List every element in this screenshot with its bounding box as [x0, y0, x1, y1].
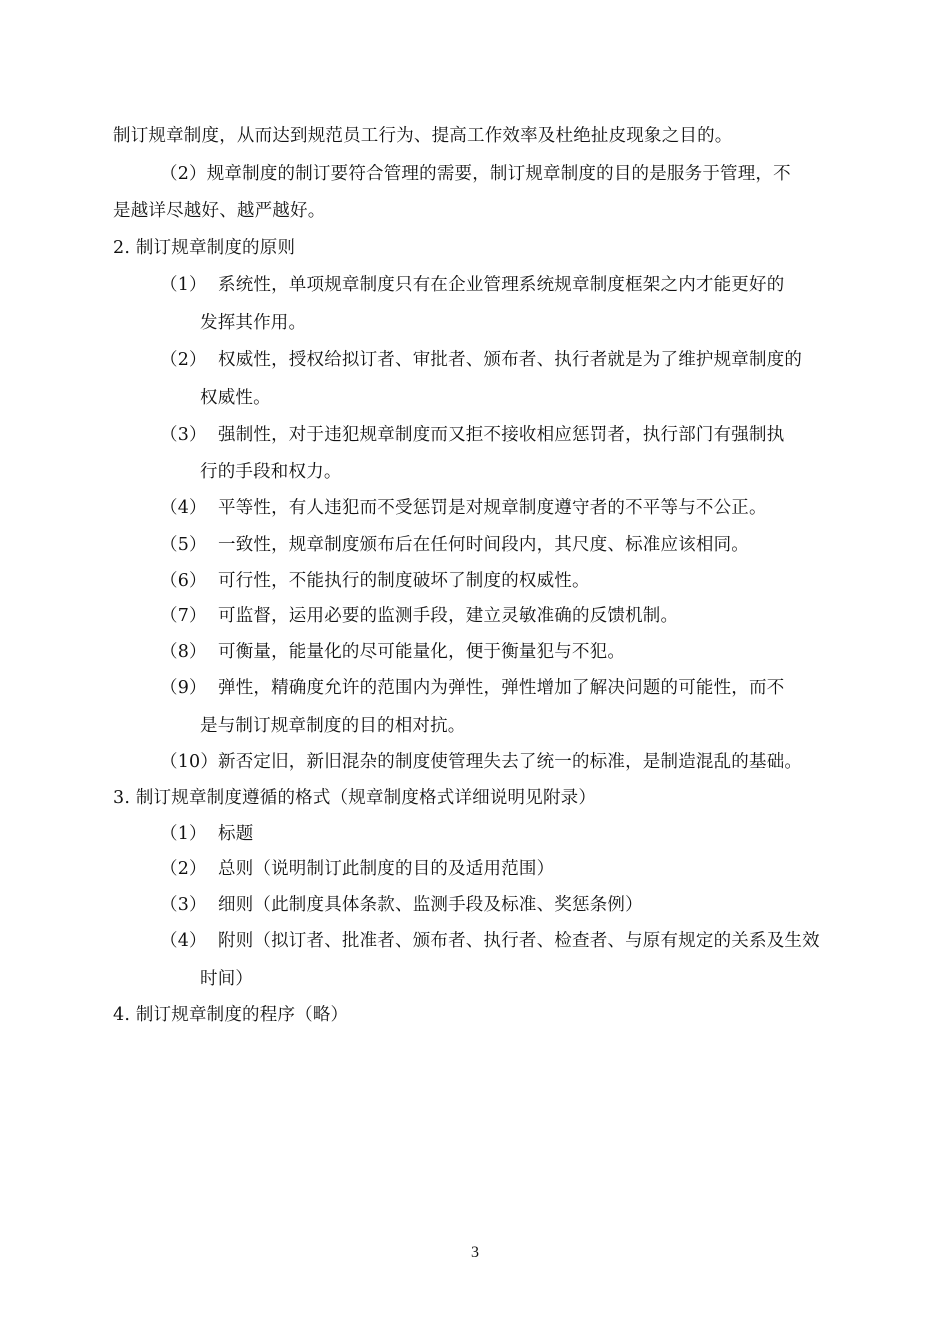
- list-item: [160, 750, 802, 774]
- item-text: 新否定旧，新旧混杂的制度使管理失去了统一的标准，是制造混乱的基础。: [218, 752, 803, 772]
- item-number: （10）: [160, 752, 219, 772]
- item-number: （8）: [160, 642, 207, 662]
- item-continuation: 是与制订规章制度的目的相对抗。: [200, 716, 466, 736]
- list-item: [160, 893, 643, 917]
- item-number: （4）: [160, 498, 207, 518]
- list-item: [160, 273, 784, 297]
- item-continuation: 时间）: [200, 969, 254, 989]
- item-text: 细则（此制度具体条款、监测手段及标准、奖惩条例）: [218, 895, 643, 915]
- item-number: （1）: [160, 275, 207, 295]
- list-item: [160, 822, 253, 846]
- item-text: 平等性，有人违犯而不受惩罚是对规章制度遵守者的不平等与不公正。: [218, 498, 767, 518]
- list-item: [160, 423, 784, 447]
- point2-line1: （2）规章制度的制订要符合管理的需要，制订规章制度的目的是服务于管理，不: [160, 164, 791, 184]
- item-continuation: 发挥其作用。: [200, 313, 307, 333]
- list-item: [160, 640, 625, 664]
- item-continuation: 行的手段和权力。: [200, 462, 342, 482]
- page-number: 3: [471, 1244, 479, 1261]
- list-item: [160, 533, 749, 557]
- intro-continuation: 制订规章制度，从而达到规范员工行为、提高工作效率及杜绝扯皮现象之目的。: [113, 126, 733, 146]
- item-text: 总则（说明制订此制度的目的及适用范围）: [218, 859, 555, 879]
- item-text: 附则（拟订者、批准者、颁布者、执行者、检查者、与原有规定的关系及生效: [218, 931, 820, 951]
- item-text: 权威性，授权给拟订者、审批者、颁布者、执行者就是为了维护规章制度的: [218, 350, 803, 370]
- list-item: [160, 348, 802, 372]
- list-item: [160, 496, 767, 520]
- item-text: 弹性，精确度允许的范围内为弹性，弹性增加了解决问题的可能性，而不: [218, 678, 785, 698]
- item-number: （3）: [160, 895, 207, 915]
- item-text: 强制性，对于违犯规章制度而又拒不接收相应惩罚者，执行部门有强制执: [218, 425, 785, 445]
- item-text: 可衡量，能量化的尽可能量化，便于衡量犯与不犯。: [218, 642, 626, 662]
- item-text: 可行性，不能执行的制度破坏了制度的权威性。: [218, 571, 590, 591]
- item-number: （1）: [160, 824, 207, 844]
- item-number: （2）: [160, 859, 207, 879]
- item-number: （4）: [160, 931, 207, 951]
- list-item: [160, 929, 820, 953]
- point2-line2: 是越详尽越好、越严越好。: [113, 201, 326, 221]
- list-item: [160, 569, 590, 593]
- section3-heading: 3. 制订规章制度遵循的格式（规章制度格式详细说明见附录）: [113, 788, 597, 808]
- item-number: （6）: [160, 571, 207, 591]
- item-number: （3）: [160, 425, 207, 445]
- item-number: （9）: [160, 678, 207, 698]
- section4-heading: 4. 制订规章制度的程序（略）: [113, 1005, 349, 1025]
- list-item: [160, 676, 784, 700]
- item-text: 可监督，运用必要的监测手段，建立灵敏准确的反馈机制。: [218, 606, 679, 626]
- item-text: 标题: [218, 824, 254, 844]
- item-continuation: 权威性。: [200, 388, 271, 408]
- section2-heading: 2. 制订规章制度的原则: [113, 238, 296, 258]
- item-text: 系统性，单项规章制度只有在企业管理系统规章制度框架之内才能更好的: [218, 275, 785, 295]
- item-number: （2）: [160, 350, 207, 370]
- item-number: （7）: [160, 606, 207, 626]
- list-item: [160, 857, 554, 881]
- item-number: （5）: [160, 535, 207, 555]
- item-text: 一致性，规章制度颁布后在任何时间段内，其尺度、标准应该相同。: [218, 535, 749, 555]
- list-item: [160, 604, 678, 628]
